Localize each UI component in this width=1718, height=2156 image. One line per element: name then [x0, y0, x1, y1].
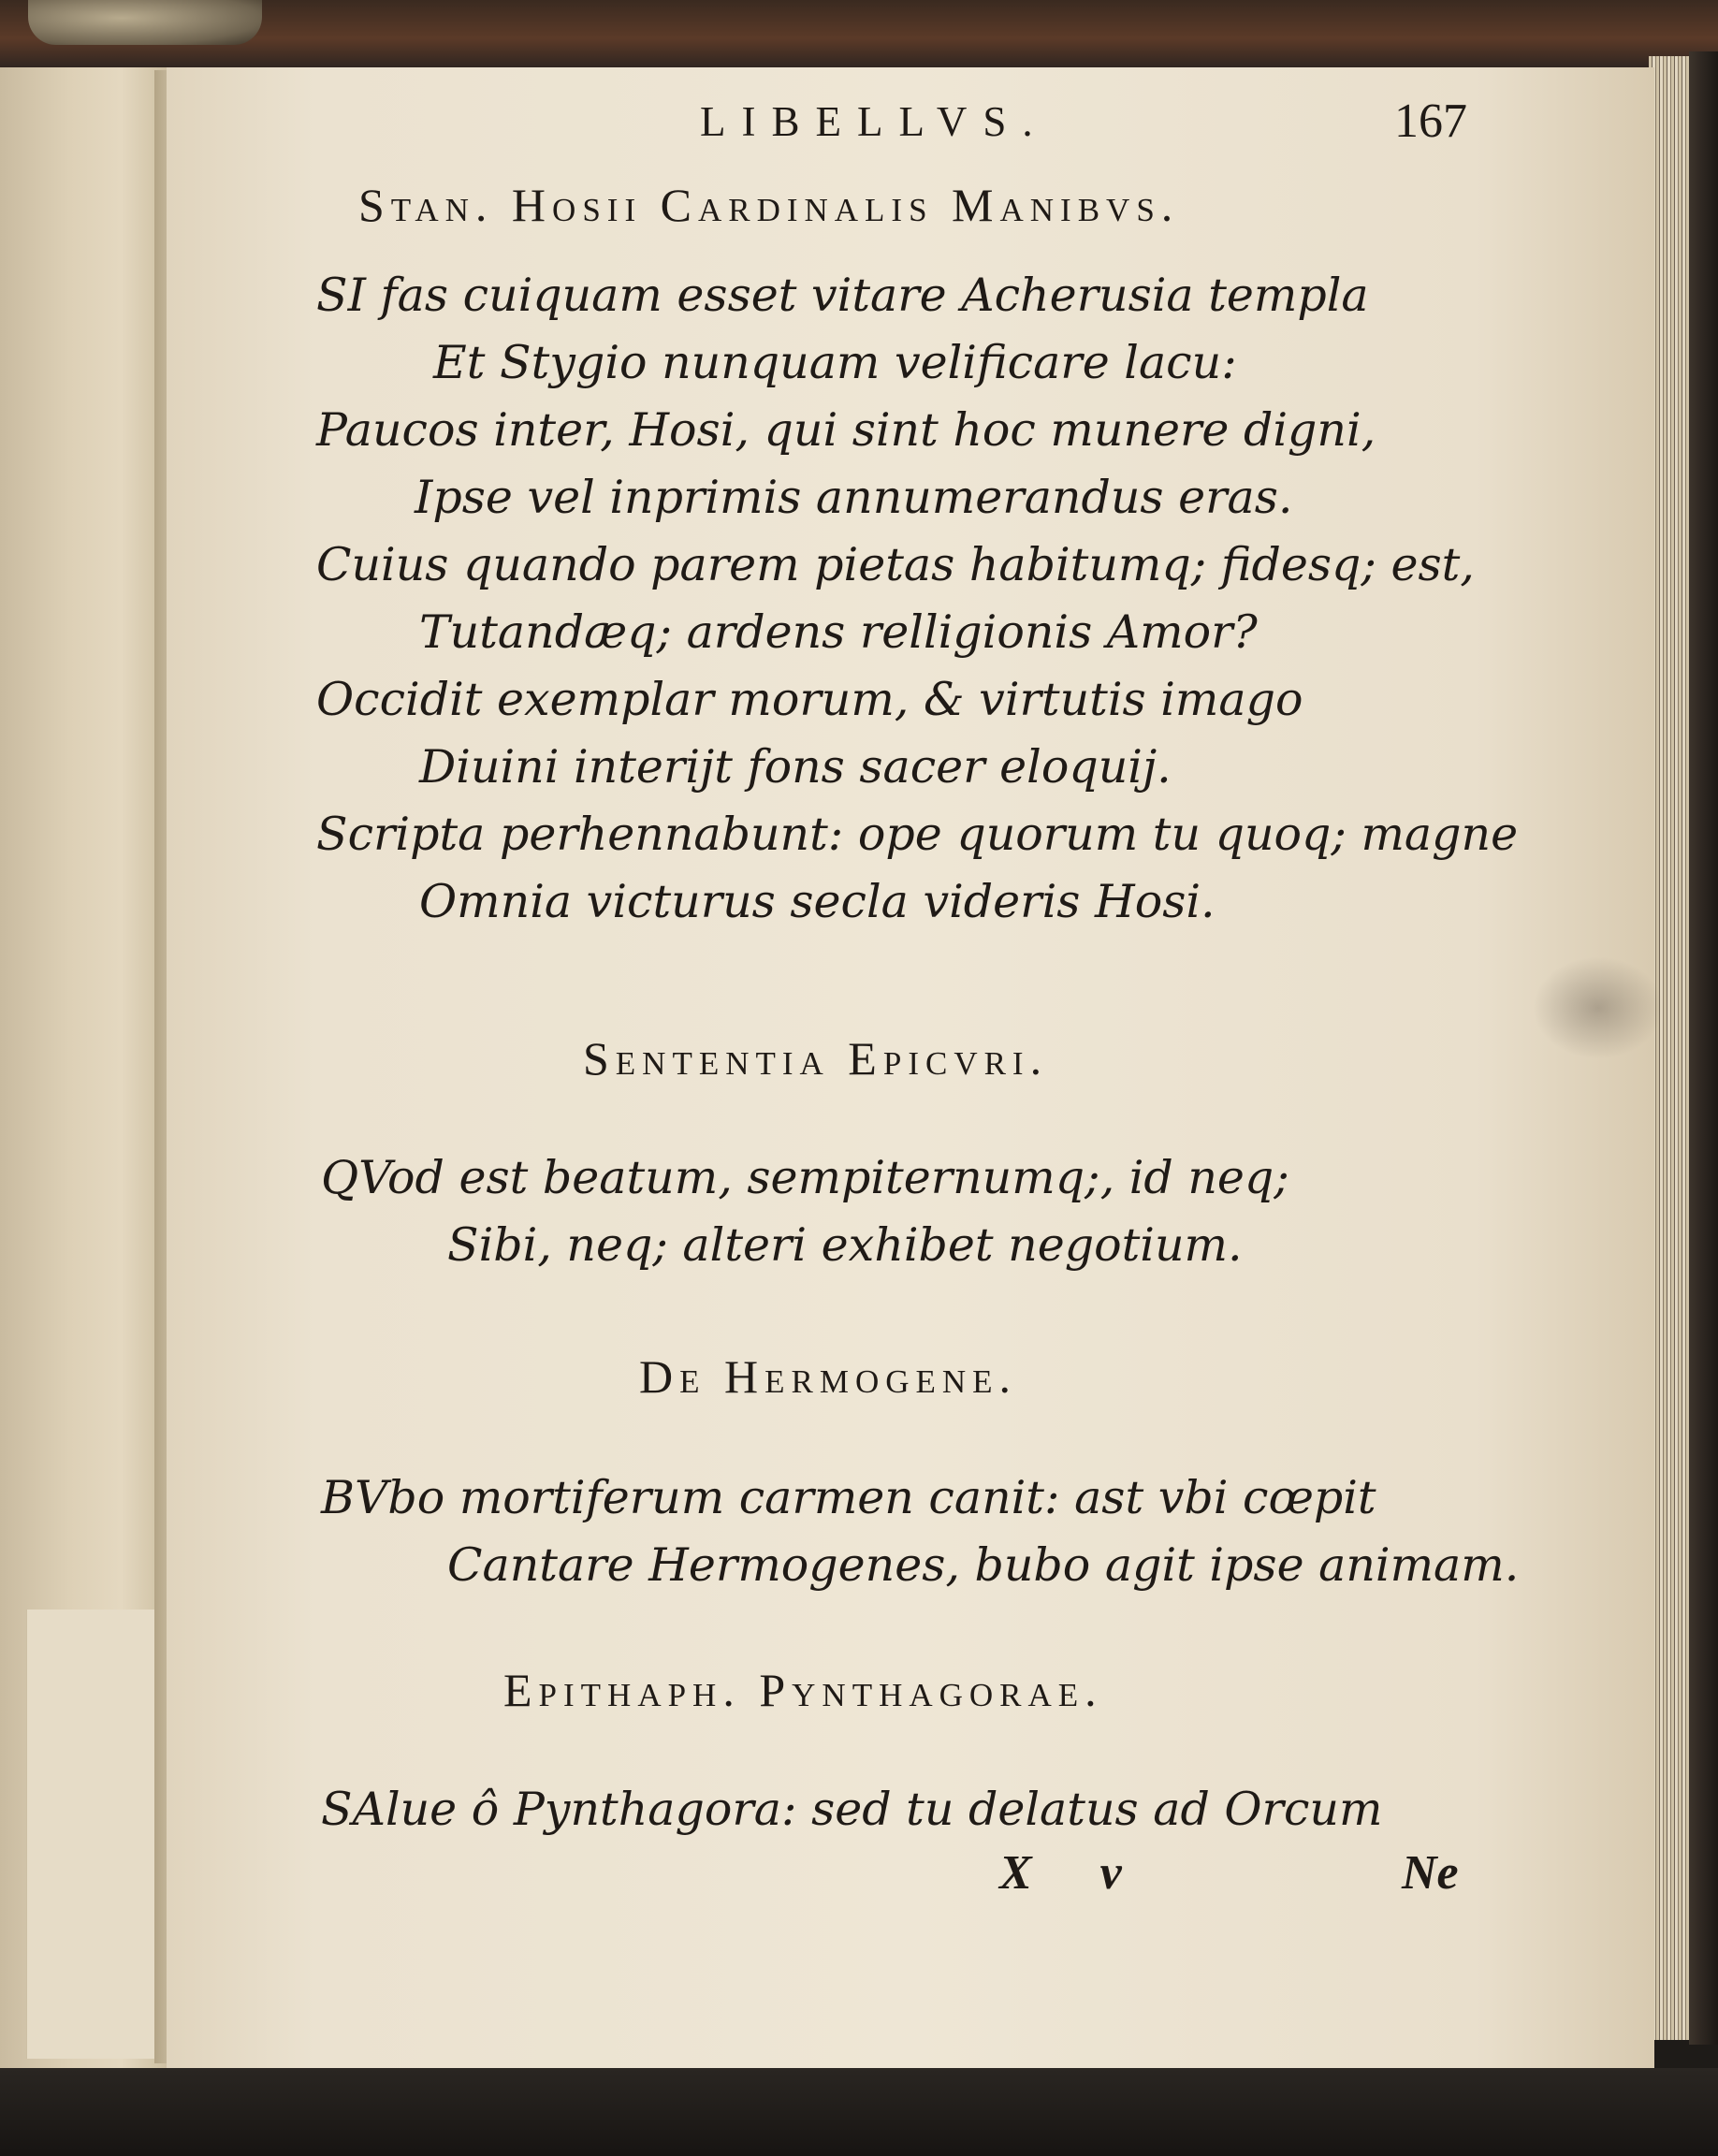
- verse-line: Sibi, neq; alteri exhibet negotium.: [447, 1218, 1243, 1272]
- ink-smudge: [1533, 956, 1664, 1059]
- verse-line: BVbo mortiferum carmen canit: ast vbi cœpit: [321, 1471, 1376, 1524]
- verse-line: Et Stygio nunquam velificare lacu:: [433, 336, 1237, 389]
- verse-line: Scripta perhennabunt: ope quorum tu quoq; magne: [316, 808, 1519, 861]
- verse-line: QVod est beatum, sempiternumq;, id neq;: [321, 1151, 1289, 1204]
- bottom-shadow: [0, 2068, 1718, 2156]
- page: [167, 67, 1654, 2070]
- verse-line: Diuini interijt fons sacer eloquij.: [419, 740, 1172, 794]
- bookmark-ribbon: [28, 0, 262, 45]
- fore-edge-shadow: [1689, 51, 1718, 2045]
- verse-line: SAlue ô Pynthagora: sed tu delatus ad Orcum: [321, 1783, 1383, 1836]
- verse-line: Tutandæq; ardens relligionis Amor?: [419, 605, 1258, 659]
- signature-mark: X v: [999, 1846, 1150, 1900]
- verse-line: Cantare Hermogenes, bubo agit ipse animam.: [447, 1538, 1520, 1592]
- verse-line: SI fas cuiquam esset vitare Acherusia templa: [316, 269, 1369, 322]
- verse-line: Occidit exemplar morum, & virtutis imago: [316, 673, 1303, 726]
- poem-title-epicurus: Sententia Epicvri.: [583, 1032, 1049, 1085]
- verse-line: Cuius quando parem pietas habitumq; fidesq; est,: [316, 538, 1475, 591]
- poem-title-hermogenes: De Hermogene.: [639, 1350, 1018, 1403]
- verse-line: Ipse vel inprimis annumerandus eras.: [415, 471, 1293, 524]
- verse-line: Omnia victurus secla videris Hosi.: [419, 875, 1216, 928]
- running-head: LIBELLVS.: [700, 98, 1049, 145]
- page-number: 167: [1394, 95, 1467, 148]
- catchword: Ne: [1402, 1846, 1459, 1900]
- poem-title-pythagoras: Epithaph. Pynthagorae.: [503, 1664, 1103, 1716]
- poem-title-hosius: Stan. Hosii Cardinalis Manibvs.: [358, 179, 1180, 231]
- verse-line: Paucos inter, Hosi, qui sint hoc munere digni,: [316, 403, 1376, 457]
